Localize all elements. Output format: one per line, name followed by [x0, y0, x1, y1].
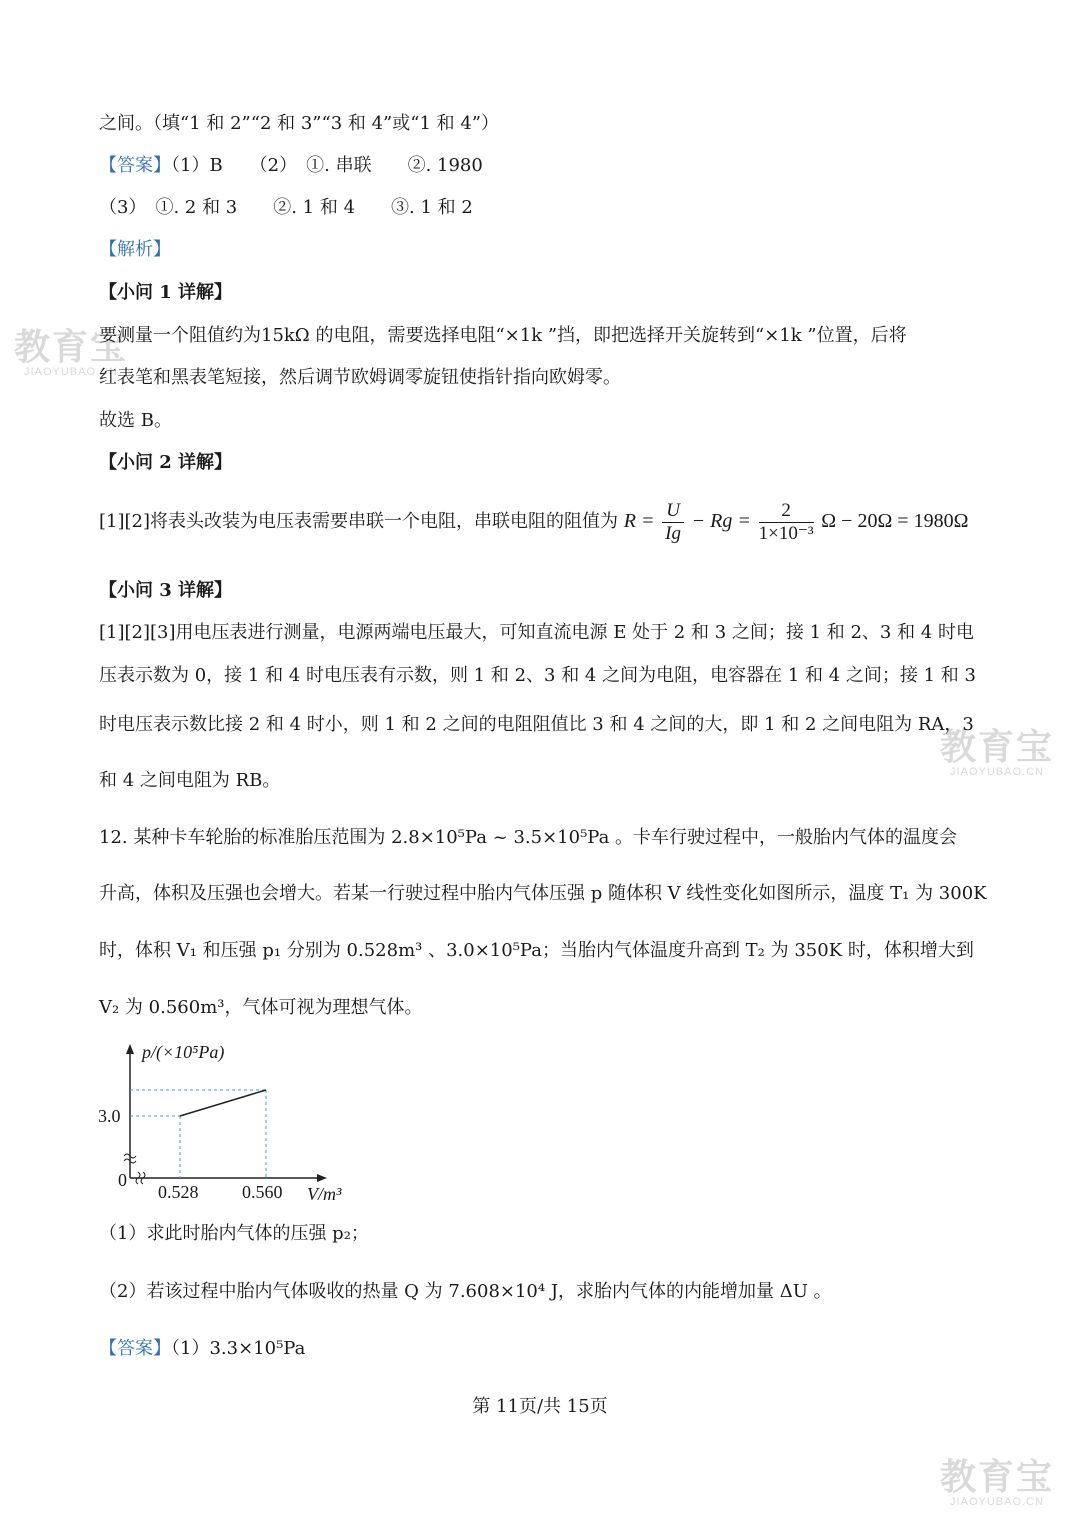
text-line: 红表笔和黑表笔短接，然后调节欧姆调零旋钮使指针指向欧姆零。 [99, 367, 621, 388]
answer-label: 【答案】 [99, 155, 171, 176]
analysis-label: 【解析】 [99, 239, 171, 260]
x-axis-arrow [317, 1174, 327, 1182]
answer-label: 【答案】 [99, 1338, 171, 1359]
origin-label: 0 [118, 1170, 127, 1190]
formula-lhs: R = [623, 510, 655, 532]
x-axis-label: V/m³ [307, 1184, 342, 1204]
text-line: 故选 B。 [99, 410, 172, 431]
fraction-2: $\frac{2}{\text{1×10⁻³}}$ [758, 499, 814, 544]
text-line: 时电压表示数比接 2 和 4 时小，则 1 和 2 之间的电阻阻值比 3 和 4 之间的大，即 1 和 2 之间电阻为 RA，3 [99, 714, 974, 735]
y-axis-arrow [126, 1044, 134, 1054]
problem-12-line: 升高，体积及压强也会增大。若某一行驶过程中胎内气体压强 p 随体积 V 线性变化如图所示，温度 T₁ 为 300K [99, 883, 987, 904]
text-line: 要测量一个阻值约为15kΩ 的电阻，需要选择电阻“×1k ”挡，即把选择开关旋转到“×1k ”位置，后将 [99, 325, 907, 346]
formula-result: Ω − 20Ω = 1980Ω [821, 510, 969, 532]
answer-line [99, 1337, 305, 1361]
problem-12-line: V₂ 为 0.560m³，气体可视为理想气体。 [99, 997, 423, 1018]
x-tick-label: 0.560 [242, 1182, 283, 1202]
text-line: 之间。（填“1 和 2”“2 和 3”“3 和 4”或“1 和 4”） [99, 113, 500, 134]
sub-question-1: （1）求此时胎内气体的压强 p₂； [99, 1223, 369, 1244]
pv-chart [95, 1038, 365, 1208]
text-line: 压表示数为 0，接 1 和 4 时电压表有示数，则 1 和 2、3 和 4 之间为电阻，电容器在 1 和 4 之间；接 1 和 3 [99, 665, 976, 686]
answer-text: （1）3.3×10⁵Pa [171, 1338, 306, 1359]
watermark-bottom: 教育宝 JIAOYUBAO.CN [940, 1456, 1055, 1508]
page-footer: 第 11页/共 15页 [472, 1396, 608, 1417]
sub-question-heading: 【小问 1 详解】 [99, 282, 233, 303]
formula-minus-rg: − Rg = [691, 510, 751, 532]
sub-question-heading: 【小问 2 详解】 [99, 452, 233, 473]
problem-12-line: 12. 某种卡车轮胎的标准胎压范围为 2.8×10⁵Pa ~ 3.5×10⁵Pa 。卡车行驶过程中，一般胎内气体的温度会 [99, 827, 958, 848]
x-tick-label: 0.528 [158, 1182, 199, 1202]
sub-question-heading: 【小问 3 详解】 [99, 580, 233, 601]
answer-text: （1）B （2） ①. 串联 ②. 1980 [171, 155, 483, 176]
watermark-right: 教育宝 JIAOYUBAO.CN [940, 726, 1055, 778]
sub-question-2: （2）若该过程中胎内气体吸收的热量 Q 为 7.608×10⁴ J，求胎内气体的内能增加量 ΔU 。 [99, 1281, 832, 1302]
problem-12-line: 时，体积 V₁ 和压强 p₁ 分别为 0.528m³ 、3.0×10⁵Pa；当胎内气体温度升高到 T₂ 为 350K 时，体积增大到 [99, 940, 974, 961]
y-axis-label: p/(×10⁵Pa) [142, 1042, 225, 1062]
formula-text: [1][2]将表头改装为电压表需要串联一个电阻，串联电阻的阻值为 [99, 511, 618, 532]
data-series-line [180, 1090, 266, 1116]
y-tick-label: 3.0 [98, 1106, 121, 1126]
fraction-u-ig: $\frac{U}{Ig}$ [662, 500, 684, 545]
answer-line-2: （3） ①. 2 和 3 ②. 1 和 4 ③. 1 和 2 [99, 197, 473, 218]
watermark-left: 教育宝 JIAOYUBAO.CN [14, 326, 129, 378]
text-line: 和 4 之间电阻为 RB。 [99, 770, 281, 791]
formula-line [99, 497, 968, 546]
answer-line [99, 154, 483, 178]
text-line: [1][2][3]用电压表进行测量，电源两端电压最大，可知直流电源 E 处于 2 和 3 之间；接 1 和 2、3 和 4 时电 [99, 622, 974, 643]
